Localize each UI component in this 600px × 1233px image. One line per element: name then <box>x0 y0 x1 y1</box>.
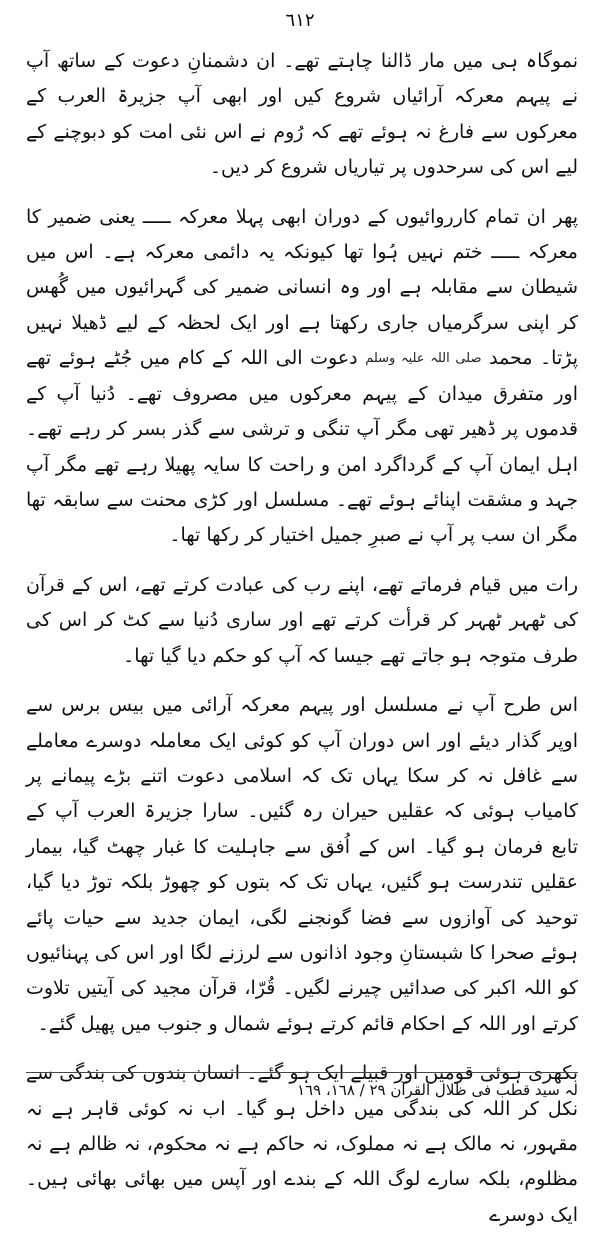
body-text <box>26 44 578 1233</box>
paragraph-5: بکھری ہوئی قومیں اور قبیلے ایک ہو گئے۔ انسان بندوں کی بندگی سے نکل کر اللہ کی بندگی میں داخل ہو گیا۔ اب نہ کوئی قاہر ہے نہ مقہور، نہ مالک ہے نہ مملوک، نہ حاکم ہے نہ محکوم، نہ ظالم ہے نہ مظلوم، بلکہ سارے لوگ اللہ کے بندے اور آپس میں بھائی بھائی ہیں۔ ایک دوسرے <box>26 1062 578 1226</box>
paragraph-1: نموگاہ ہی میں مار ڈالنا چاہتے تھے۔ ان دشمنانِ دعوت کے ساتھ آپ نے پیہم معرکہ آرائیاں شروع کیں اور ابھی آپ جزیرۃ العرب کے معرکوں سے فارغ نہ ہوئے تھے کہ رُوم نے اس نئی امت کو دبوچنے کے لیے اس کی سرحدوں پر تیاریاں شروع کر دیں۔ <box>26 50 578 179</box>
paragraph-4: اس طرح آپ نے مسلسل اور پیہم معرکہ آرائی میں بیس برس سے اوپر گذار دیئے اور اس دوران آپ کو کوئی ایک معاملہ دوسرے معاملے سے غافل نہ کر سکا یہاں تک کہ اسلامی دعوت اتنے بڑے پیمانے پر کامیاب ہوئی کہ عقلیں حیران رہ گئیں۔ سارا جزیرۃ العرب آپ کے تابع فرمان ہو گیا۔ اس کے اُفق سے جاہلیت کا غبار چھٹ گیا، بیمار عقلیں تندرست ہو گئیں، یہاں تک کہ بتوں کو چھوڑ بلکہ توڑ دیا گیا، توحید کی آوازوں سے فضا گونجنے لگی، ایمان جدید سے حیات پائے ہوئے صحرا کا شبستانِ وجود اذانوں سے لرزنے لگا اور اس کی پہنائیوں کو اللہ اکبر کی صدائیں چیرنے لگیں۔ قُرّا، قرآن مجید کی آیتیں تلاوت کرتے اور اللہ کے احکام قائم کرتے ہوئے شمال و جنوب میں پھیل گئے۔ <box>26 694 578 1035</box>
paragraph-3: رات میں قیام فرماتے تھے، اپنے رب کی عبادت کرتے تھے، اس کے قرآن کی ٹھہر ٹھہر کر قرأت کرتے تھے اور ساری دُنیا سے کٹ کر اس کی طرف متوجہ ہو جاتے تھے جیسا کہ آپ کو حکم دیا گیا تھا۔ <box>26 573 578 667</box>
footnote: لہ سید قطب فی ظلال القرآن ٢٩ / ١٦٨، ١٦٩ <box>296 1081 578 1099</box>
salutation-honorific: صلی اللہ علیہ وسلم <box>365 351 482 367</box>
footnote-divider <box>26 1072 578 1073</box>
paragraph-2-text: پھر ان تمام کارروائیوں کے دوران ابھی پہلا معرکہ ـــــ یعنی ضمیر کا معرکہ ـــــ ختم نہیں ہُوا تھا کیونکہ یہ دائمی معرکہ ہے۔ اس میں شیطان سے مقابلہ ہے اور وہ انسانی ضمیر کی گہرائیوں میں گُھس کر اپنی سرگرمیاں جاری رکھتا ہے اور ایک لحظہ کے لیے ڈھیلا نہیں پڑتا۔ محمد <box>26 205 579 370</box>
page-number: ٦١٢ <box>285 10 315 31</box>
paragraph-2 <box>26 200 578 554</box>
paragraph-2-continued: دعوت الی اللہ کے کام میں جُٹے ہوئے تھے اور متفرق میدان کے پیہم معرکوں میں مصروف تھے۔ دُنیا آپ کے قدموں پر ڈھیر تھی مگر آپ تنگی و ترشی سے گذر بسر کر رہے تھے۔ اہل ایمان آپ کے گرداگرد امن و راحت کا سایہ پھیلا رہے تھے مگر آپ جہد و مشقت اپنائے ہوئے تھے۔ مسلسل اور کڑی محنت سے سابقہ تھا مگر ان سب پر آپ نے صبرِ جمیل اختیار کر رکھا تھا۔ <box>26 347 578 547</box>
